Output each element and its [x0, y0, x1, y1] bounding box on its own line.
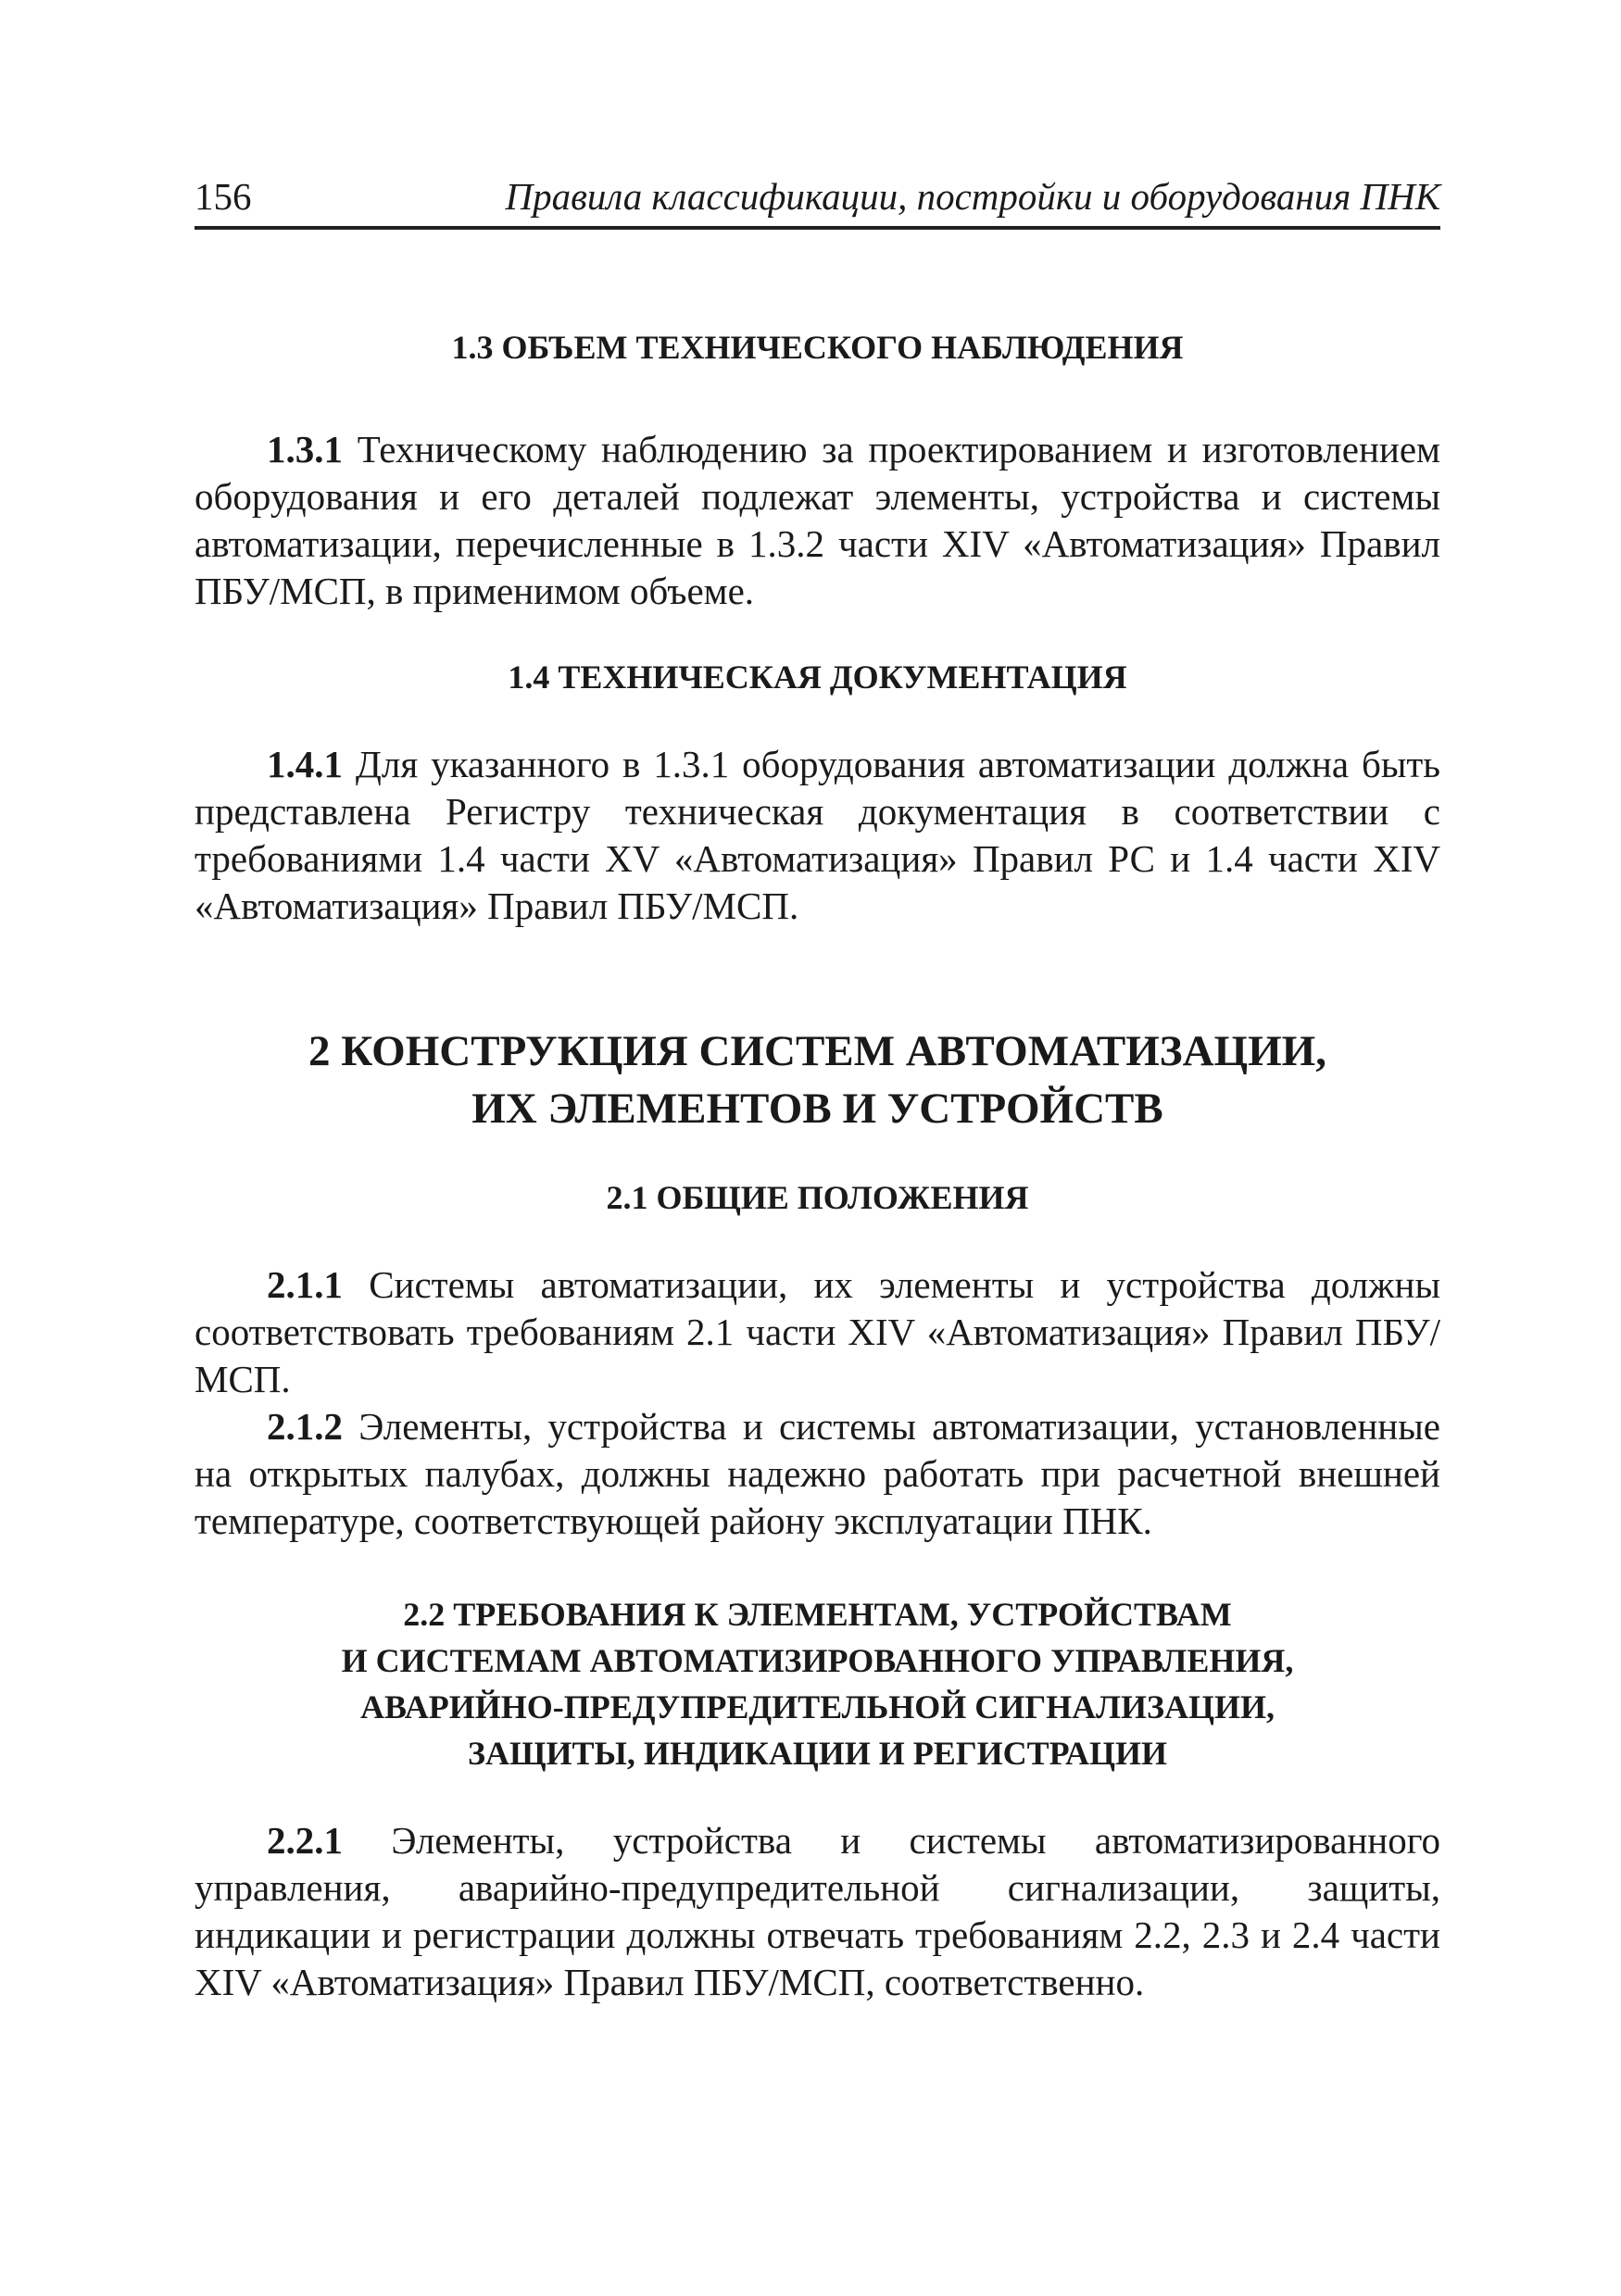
paragraph-number: 2.1.2	[267, 1405, 343, 1448]
heading-line: 2 КОНСТРУКЦИЯ СИСТЕМ АВТОМАТИЗАЦИИ,	[308, 1027, 1326, 1075]
heading-line: ЗАЩИТЫ, ИНДИКАЦИИ И РЕГИСТРАЦИИ	[467, 1735, 1168, 1772]
running-header-title: Правила классификации, постройки и оборудования ПНК	[505, 175, 1440, 218]
paragraph-1-3-1	[195, 426, 1440, 615]
heading-1-4: 1.4 ТЕХНИЧЕСКАЯ ДОКУМЕНТАЦИЯ	[508, 659, 1127, 696]
chapter-2-heading	[195, 1023, 1440, 1137]
document-body	[195, 324, 1440, 2006]
paragraph-text: Для указанного в 1.3.1 оборудования автоматизации должна быть представлена Регистру техническая документация в соответствии с требованиями 1.4 части XV «Автоматизация» Правил РС и 1.4 части XIV «Автоматизация» Правил ПБУ/МСП.	[195, 743, 1440, 927]
paragraph-number: 1.3.1	[267, 428, 343, 470]
heading-line: И СИСТЕМАМ АВТОМАТИЗИРОВАННОГО УПРАВЛЕНИЯ,	[341, 1642, 1294, 1679]
page-number: 156	[195, 175, 252, 218]
heading-1-3: 1.3 ОБЪЕМ ТЕХНИЧЕСКОГО НАБЛЮДЕНИЯ	[451, 329, 1184, 366]
paragraph-2-1-1	[195, 1261, 1440, 1403]
paragraph-text: Элементы, устройства и системы автоматизированного управления, аварийно-предупредительной сигнализации, защиты, индикации и регистрации должны отвечать требованиям 2.2, 2.3 и 2.4 части XIV «Автоматизация» Правил ПБУ/МСП, соответственно.	[195, 1819, 1440, 2003]
paragraph-number: 2.2.1	[267, 1819, 343, 1862]
heading-line: 2.2 ТРЕБОВАНИЯ К ЭЛЕМЕНТАМ, УСТРОЙСТВАМ	[403, 1596, 1232, 1633]
paragraph-2-1-2	[195, 1403, 1440, 1545]
running-header	[195, 174, 1440, 230]
heading-line: АВАРИЙНО-ПРЕДУПРЕДИТЕЛЬНОЙ СИГНАЛИЗАЦИИ,	[359, 1688, 1275, 1725]
heading-line: ИХ ЭЛЕМЕНТОВ И УСТРОЙСТВ	[471, 1085, 1163, 1133]
paragraph-text: Элементы, устройства и системы автоматизации, установленные на открытых палубах, должны надежно работать при расчетной внешней температуре, соответствующей району эксплуатации ПНК.	[195, 1405, 1440, 1542]
header-rule	[195, 226, 1440, 230]
paragraph-2-2-1	[195, 1817, 1440, 2006]
paragraph-text: Техническому наблюдению за проектированием и изготовлением оборудования и его деталей подлежат элементы, устройства и системы автоматизации, перечисленные в 1.3.2 части XIV «Автоматизация» Правил ПБУ/МСП, в применимом объеме.	[195, 428, 1440, 612]
paragraph-number: 1.4.1	[267, 743, 343, 785]
heading-2-2	[195, 1591, 1440, 1776]
paragraph-1-4-1	[195, 741, 1440, 930]
paragraph-text: Системы автоматизации, их элементы и устройства должны соответствовать требованиям 2.1 части XIV «Автоматизация» Правил ПБУ/МСП.	[195, 1263, 1440, 1400]
heading-2-1: 2.1 ОБЩИЕ ПОЛОЖЕНИЯ	[606, 1179, 1029, 1216]
paragraph-number: 2.1.1	[267, 1263, 343, 1306]
